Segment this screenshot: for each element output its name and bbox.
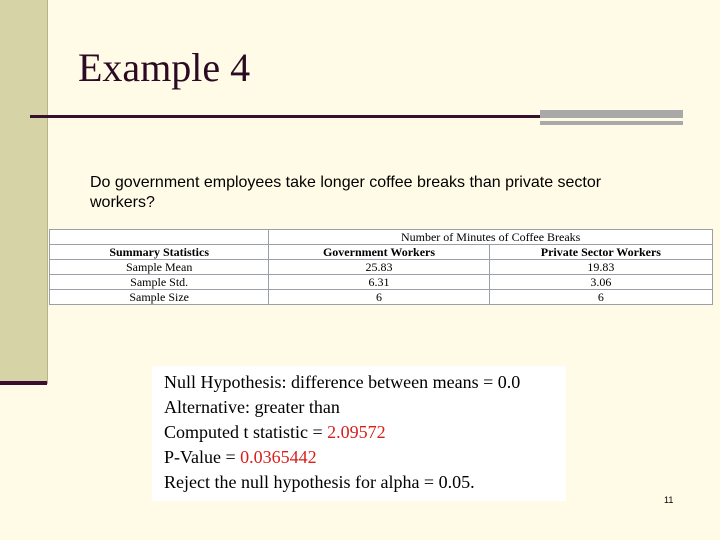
alternative-line: Alternative: greater than [164,397,340,417]
table-row [50,275,713,290]
table-cell: Sample Mean [50,260,269,275]
page-number: 11 [664,495,674,505]
null-hypothesis-line: Null Hypothesis: difference between means = 0.0 [164,372,521,392]
column-header: Private Sector Workers [489,245,712,260]
question-text: Do government employees take longer coffee breaks than private sector workers? [90,174,602,211]
t-statistic-line [164,420,386,444]
table-cell: 6 [489,290,712,305]
title-rule-gray-thick [540,110,683,118]
table-cell: Sample Std. [50,275,269,290]
t-statistic-value: 2.09572 [327,422,386,442]
table-cell: 6 [269,290,489,305]
column-header: Summary Statistics [50,245,269,260]
left-accent-bar [0,381,47,385]
conclusion-line: Reject the null hypothesis for alpha = 0.05. [164,472,475,492]
hypothesis-test-results [152,366,566,501]
p-value-value: 0.0365442 [240,447,317,467]
column-header: Government Workers [269,245,489,260]
table-caption-row [50,230,713,245]
table-cell: 6.31 [269,275,489,290]
table-cell: 25.83 [269,260,489,275]
table-caption: Number of Minutes of Coffee Breaks [269,230,713,245]
p-value-line [164,445,317,469]
slide-title: Example 4 [78,45,251,90]
table-row [50,260,713,275]
table-header-row [50,245,713,260]
t-statistic-label: Computed t statistic = [164,422,328,442]
table-cell: 3.06 [489,275,712,290]
table-cell: 19.83 [489,260,712,275]
p-value-label: P-Value = [164,447,241,467]
summary-table [49,229,713,305]
table-row [50,290,713,305]
title-rule-gray-thin [540,121,683,125]
left-decorative-band [0,0,48,384]
table-cell: Sample Size [50,290,269,305]
title-rule-dark [30,115,540,118]
